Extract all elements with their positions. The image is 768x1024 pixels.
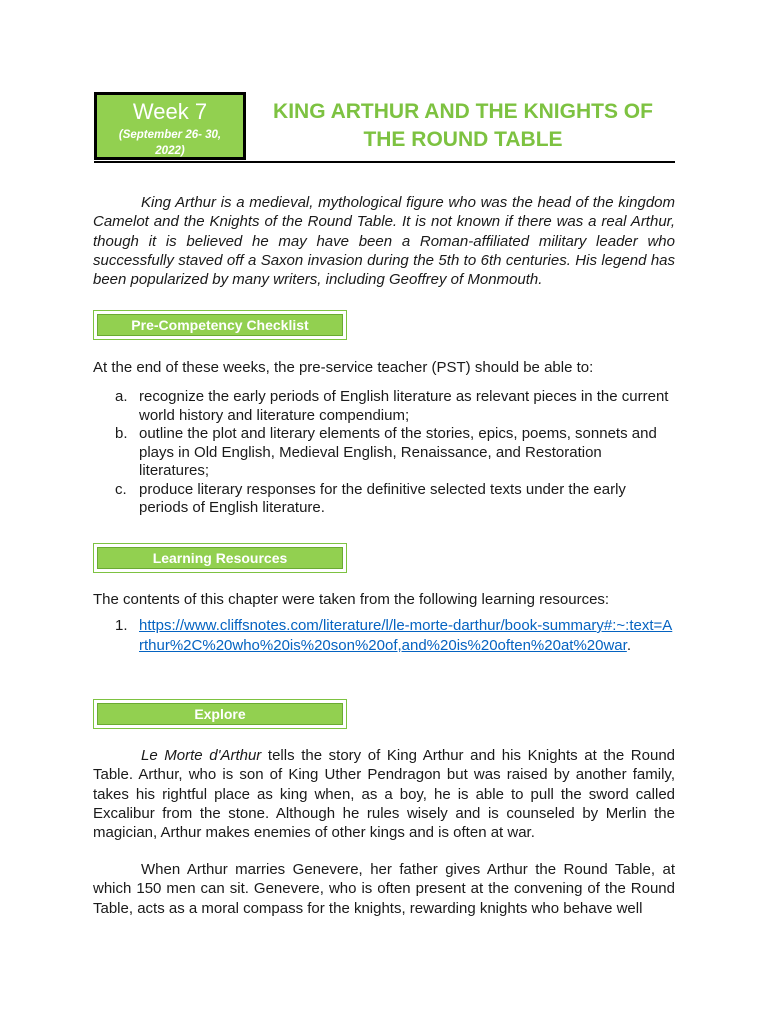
pre-competency-heading-label: Pre-Competency Checklist <box>97 314 343 336</box>
link-suffix: . <box>626 636 631 654</box>
list-marker: a. <box>115 388 128 405</box>
header-divider <box>94 161 675 163</box>
list-marker: c. <box>115 480 127 498</box>
week-dates: (September 26- 30, 2022) <box>118 129 222 157</box>
list-item-text: outline the plot and literary elements of the stories, epics, poems, sonnets and plays in Old English, Medieval English, Renaissance, and Restoration literatures; <box>139 425 657 479</box>
resources-list <box>93 616 675 655</box>
learning-resources-heading <box>93 543 347 573</box>
pre-competency-lead: At the end of these weeks, the pre-service teacher (PST) should be able to: <box>93 359 594 376</box>
intro-paragraph: King Arthur is a medieval, mythological figure who was the head of the kingdom Camelot and the Knights of the Round Table. It is not known if there was a real Arthur, though it is believed he may have been a Roman-affiliated military leader who successfully staved off a Saxon invasion during the 5th to 6th centuries. His legend has been popularized by many writers, including Geoffrey of Monmouth. <box>93 194 675 289</box>
explore-heading <box>93 699 347 729</box>
week-label: Week 7 <box>132 99 208 124</box>
explore-paragraph-2: When Arthur marries Genevere, her father gives Arthur the Round Table, at which 150 men can sit. Genevere, who is often present at the convening of the Round Table, acts as a moral compass for the knights, rewarding knights who behave well <box>93 861 675 917</box>
list-item <box>93 388 675 425</box>
resource-link[interactable]: https://www.cliffsnotes.com/literature/l/le-morte-darthur/book-summary#:~:text=Arthur%2C%20who%20is%20son%20of,and%20is%20often%20at%20war <box>139 617 673 654</box>
week-badge <box>94 92 246 160</box>
pre-competency-heading <box>93 310 347 340</box>
list-item <box>93 481 675 518</box>
learning-resources-heading-label: Learning Resources <box>97 547 343 569</box>
page-title: KING ARTHUR AND THE KNIGHTS OF THE ROUND TABLE <box>273 100 653 151</box>
explore-paragraph-1 <box>93 746 675 842</box>
list-marker: b. <box>115 425 128 442</box>
list-item-text: produce literary responses for the definitive selected texts under the early periods of English literature. <box>139 480 626 516</box>
list-marker: 1. <box>115 617 128 634</box>
explore-paragraph-1-text: tells the story of King Arthur and his Knights at the Round Table. Arthur, who is son of King Uther Pendragon but was raised by another family, takes his rightful place as king when, as a boy, he is able to pull the sword called Excalibur from the stone. Although he rules wisely and is counseled by Merlin the magician, Arthur makes enemies of other kings and is often at war. <box>93 747 676 842</box>
list-item <box>93 616 675 655</box>
list-item <box>93 425 675 481</box>
list-item-text: recognize the early periods of English literature as relevant pieces in the current world history and literature compendium; <box>139 388 669 424</box>
explore-heading-label: Explore <box>97 703 343 725</box>
competency-list <box>93 388 675 518</box>
learning-resources-lead: The contents of this chapter were taken from the following learning resources: <box>93 591 610 608</box>
book-title: Le Morte d'Arthur <box>141 747 262 764</box>
